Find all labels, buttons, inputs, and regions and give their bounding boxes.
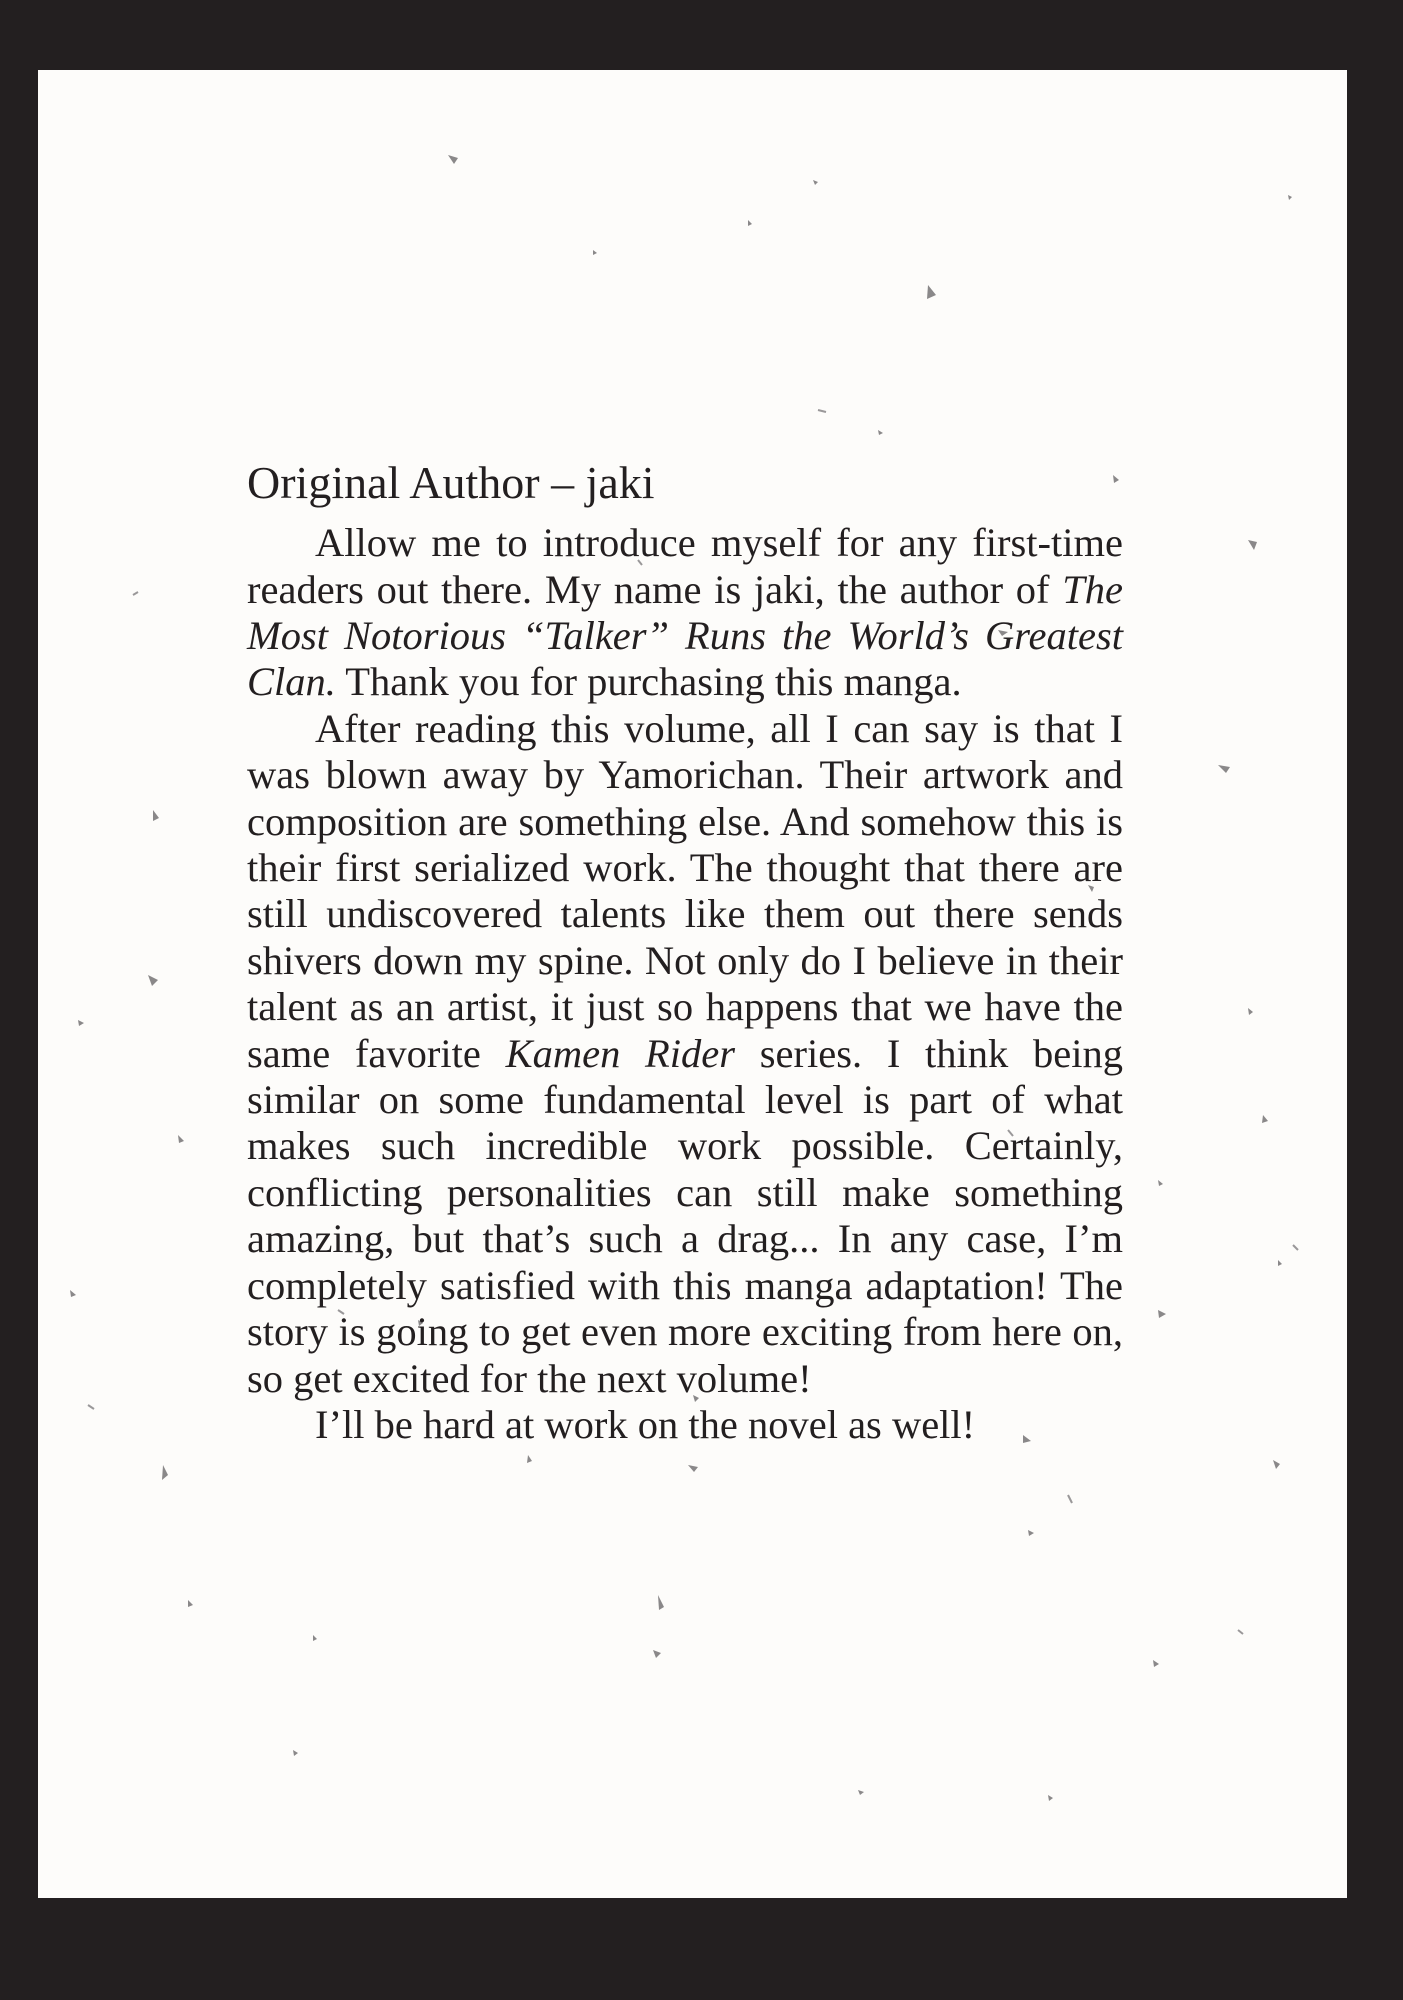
author-note-heading: Original Author – jaki	[247, 457, 655, 508]
novel-title: The Most Notorious “Talker” Runs the World’s Greatest Clan.	[247, 566, 1123, 705]
paragraph-intro	[247, 520, 1123, 706]
series-title: Kamen Rider	[505, 1030, 736, 1076]
paragraph-praise-rest: series. I think being similar on some fundamental level is part of what makes such incredible work possible. Certainly, conflicting personalities can still make something amazing, but that’s such a drag... In any case, I’m completely satisfied with this manga adaptation! The story is going to get even more exciting from here on, so get excited for the next volume!	[247, 1030, 1123, 1401]
paragraph-intro-text: Allow me to introduce myself for any first-time readers out there. My name is jaki, the author of	[247, 520, 1123, 612]
paragraph-closing: I’ll be hard at work on the novel as well!	[315, 1401, 976, 1447]
paper-page	[38, 70, 1347, 1898]
author-note	[247, 455, 1123, 1448]
paragraph-intro-thanks: Thank you for purchasing this manga.	[335, 659, 962, 705]
paragraph-praise-text: After reading this volume, all I can say is that I was blown away by Yamorichan. Their artwork and composition are something else. And somehow this is their first serialized work. The thought that there are still undiscovered talents like them out there sends shivers down my spine. Not only do I believe in their talent as an artist, it just so happens that we have the same favorite	[247, 705, 1123, 1076]
paragraph-praise	[247, 706, 1123, 1402]
